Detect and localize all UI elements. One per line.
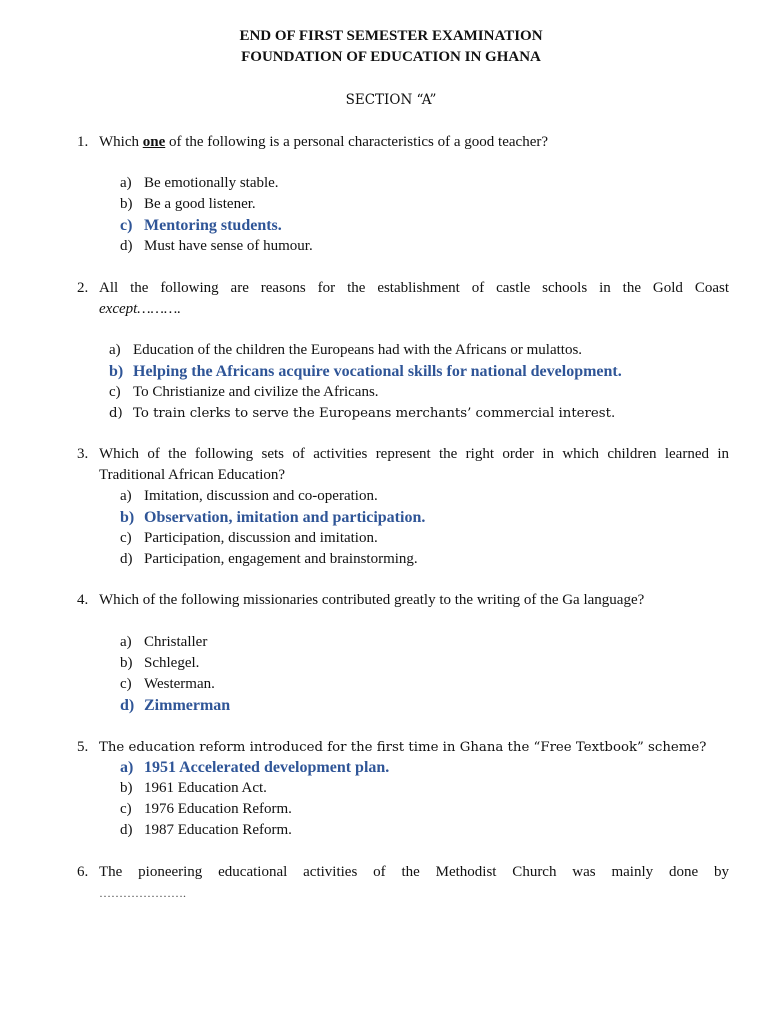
question-2 <box>77 278 729 320</box>
option-text: To Christianize and civilize the Africans. <box>133 384 379 400</box>
option-text: Christaller <box>144 634 208 650</box>
option-label: a) <box>120 175 132 191</box>
option-label: a) <box>109 342 121 358</box>
option-text: Participation, discussion and imitation. <box>144 530 378 546</box>
answer-blank: …………………. <box>99 886 186 900</box>
question-stem-line2: Traditional African Education? <box>99 467 286 483</box>
exam-title: END OF FIRST SEMESTER EXAMINATION <box>239 28 543 44</box>
option-text: Be emotionally stable. <box>144 175 279 191</box>
question-6 <box>77 862 729 904</box>
option-text: Schlegel. <box>144 655 200 671</box>
option-text: 1961 Education Act. <box>144 780 267 796</box>
question-number: 5. <box>77 739 89 755</box>
option-text: 1951 Accelerated development plan. <box>144 759 390 776</box>
option-label: d) <box>120 822 133 838</box>
option-d-answer <box>120 695 230 716</box>
option-label: a) <box>120 634 132 650</box>
option-b <box>120 653 230 674</box>
option-text: 1976 Education Reform. <box>144 801 292 817</box>
option-c <box>109 382 622 403</box>
question-stem: Which of the following sets of activities represent the right order in which children learned in <box>99 446 729 462</box>
section-heading: SECTION “A” <box>345 92 437 108</box>
question-number: 6. <box>77 864 89 880</box>
question-1 <box>77 132 729 153</box>
option-label: a) <box>120 488 132 504</box>
options-list <box>120 632 230 716</box>
option-a <box>120 632 230 653</box>
option-label: c) <box>120 801 132 817</box>
option-text: Participation, engagement and brainstorming. <box>144 551 418 567</box>
question-number: 3. <box>77 446 89 462</box>
option-d <box>120 236 313 257</box>
options-list <box>120 757 389 841</box>
question-5 <box>77 737 729 758</box>
option-text: To train clerks to serve the Europeans merchants’ commercial interest. <box>133 406 616 421</box>
option-b-answer <box>109 361 622 382</box>
option-text: Be a good listener. <box>144 196 256 212</box>
question-stem: The education reform introduced for the first time in Ghana the “Free Textbook” scheme? <box>99 740 707 755</box>
option-c <box>120 674 230 695</box>
option-text: Mentoring students. <box>144 217 282 234</box>
option-label: b) <box>120 196 133 212</box>
option-a <box>120 173 313 194</box>
option-b-answer <box>120 507 425 528</box>
option-b <box>120 194 313 215</box>
options-list <box>109 340 622 424</box>
question-stem <box>99 132 729 153</box>
option-b <box>120 778 389 799</box>
option-label: c) <box>120 676 132 692</box>
option-label: b) <box>120 509 135 526</box>
option-label: c) <box>120 217 133 234</box>
option-label: a) <box>120 759 134 776</box>
option-c-answer <box>120 215 313 236</box>
option-text: 1987 Education Reform. <box>144 822 292 838</box>
option-label: d) <box>120 238 133 254</box>
stem-text: of the following is a personal characteristics of a good teacher? <box>165 134 548 150</box>
option-text: Zimmerman <box>144 697 231 714</box>
course-title: FOUNDATION OF EDUCATION IN GHANA <box>241 49 541 65</box>
option-label: d) <box>120 697 135 714</box>
option-text: Helping the Africans acquire vocational skills for national development. <box>133 363 622 380</box>
option-d <box>109 403 622 424</box>
question-4 <box>77 590 729 611</box>
option-text: Westerman. <box>144 676 215 692</box>
option-label: b) <box>109 363 124 380</box>
option-c <box>120 799 389 820</box>
option-text: Observation, imitation and participation. <box>144 509 426 526</box>
option-d <box>120 549 425 570</box>
option-a <box>120 486 425 507</box>
question-stem: The pioneering educational activities of the Methodist Church was mainly done by <box>99 864 729 880</box>
option-a-answer <box>120 757 389 778</box>
question-number: 4. <box>77 592 89 608</box>
question-stem: All the following are reasons for the establishment of castle schools in the Gold Coast <box>99 280 729 296</box>
option-label: b) <box>120 780 133 796</box>
option-label: c) <box>120 530 132 546</box>
option-label: c) <box>109 384 121 400</box>
option-c <box>120 528 425 549</box>
option-label: d) <box>120 551 133 567</box>
option-label: b) <box>120 655 133 671</box>
option-text: Education of the children the Europeans had with the Africans or mulattos. <box>133 342 583 358</box>
options-list <box>120 486 425 570</box>
option-text: Imitation, discussion and co-operation. <box>144 488 378 504</box>
options-list <box>120 173 313 257</box>
emphasis-word: one <box>142 134 166 150</box>
question-number: 1. <box>77 134 89 150</box>
option-a <box>109 340 622 361</box>
option-text: Must have sense of humour. <box>144 238 313 254</box>
question-stem-except: except………. <box>99 301 182 317</box>
option-label: d) <box>109 406 123 421</box>
question-3 <box>77 444 729 486</box>
stem-text: Which <box>99 134 143 150</box>
option-d <box>120 820 389 841</box>
question-number: 2. <box>77 280 89 296</box>
question-stem: Which of the following missionaries contributed greatly to the writing of the Ga language? <box>99 592 645 608</box>
